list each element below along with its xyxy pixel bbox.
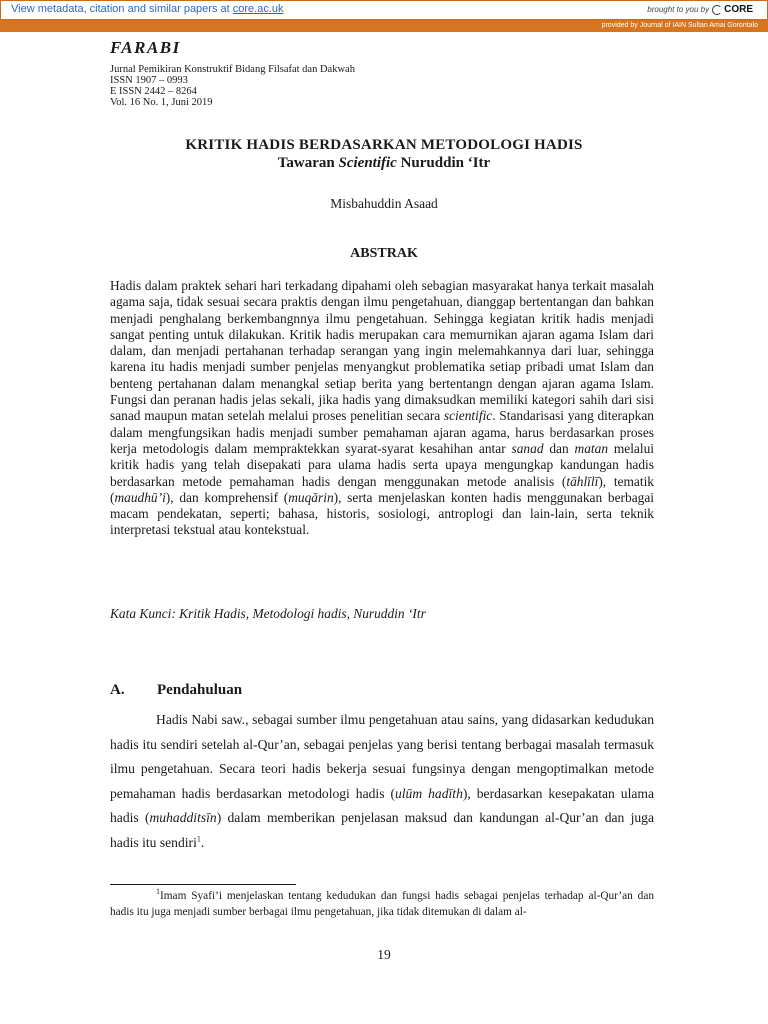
- abstract-italic: tāhlīlī: [566, 473, 599, 489]
- footnote-separator: [110, 884, 296, 885]
- body-italic: muhadditsīn: [149, 810, 217, 825]
- footnote-reference[interactable]: 1: [196, 833, 201, 843]
- abstract-run: ), serta menjelaskan konten hadis menggunakan berbagai macam pendekatan, seperti; bahasa, historis, sosiologi, antroplogi dan lain-lain, serta teknik interpretasi tekstual atau kontekstual.: [110, 489, 654, 538]
- abstract-heading: ABSTRAK: [350, 246, 418, 261]
- body-run: .: [200, 834, 205, 850]
- abstract-italic: maudhū’i: [114, 489, 166, 505]
- metadata-link[interactable]: [11, 3, 284, 15]
- abstract-run: . Standarisasi yang diterapkan dalam mengfungsikan hadis menjadi sumber pemahaman ajaran agama, harus berdasarkan proses kerja metodologis dalam mempraktekkan syarat-syarat kesahihan antar: [110, 408, 654, 456]
- core-banner: [0, 0, 768, 32]
- metadata-link-prefix: View metadata, citation and similar papers at: [11, 3, 233, 15]
- abstract-italic: matan: [574, 440, 609, 456]
- core-label: CORE: [724, 4, 753, 15]
- abstract-text: [110, 278, 654, 539]
- abstract-run: Hadis dalam praktek sehari hari terkadang dipahami oleh sebagian masyarakat hanya terkait masalah agama saja, tidak sesuai secara praktis dengan ilmu pengetahuan, dianggap bertentangan dan bahkan menjadi penghalang berkembangnnya ilmu pengetahuan. Sehingga kegiatan kritik hadis menjadi sangat penting untuk dilakukan. Kritik hadis merupakan cara memurnikan ajaran agama Islam dari dalam, dan menjadi pertahanan terhadap serangan yang ingin melemahkannya dari luar, sehingga karena itu hadis menjadi sumber penjelas menyangkut problematika setiap pribadi umat Islam dan benteng pertahanan dalam menangkal setiap berita yang bertentangn dengan ajaran agama Islam. Fungsi dan peranan hadis jelas sekali, jika hadis yang dimaksudkan memiliki kategori sahih dari sisi sanad maupun matan setelah melalui proses penelitian secara: [110, 278, 654, 424]
- brought-by-text: brought to you by: [647, 5, 710, 14]
- journal-volume: Vol. 16 No. 1, Juni 2019: [110, 97, 213, 108]
- journal-issn: ISSN 1907 – 0993: [110, 75, 188, 86]
- provided-by-text[interactable]: provided by Journal of IAIN Sultan Amai Gorontalo: [601, 22, 758, 29]
- journal-eissn: E ISSN 2442 – 8264: [110, 86, 197, 97]
- keywords: Kata Kunci: Kritik Hadis, Metodologi hadis, Nuruddin ‘Itr: [110, 606, 426, 621]
- journal-subtitle: Jurnal Pemikiran Konstruktif Bidang Filsafat dan Dakwah: [110, 64, 355, 75]
- body-paragraph: [110, 708, 654, 855]
- banner-top-bar: [0, 0, 768, 20]
- abstract-italic: sanad: [511, 440, 544, 456]
- section-title: Pendahuluan: [157, 682, 243, 698]
- page-number: 19: [377, 947, 391, 962]
- body-run: Hadis Nabi saw., sebagai sumber ilmu pengetahuan atau sains, yang didasarkan kedudukan hadis itu sendiri setelah al-Qur’an, sebagai penjelas yang berisi tentang berbagai masalah termasuk ilmu pengetahuan. Secara teori hadis bekerja sesuai fungsinya dengan mengoptimalkan metode pemahaman hadis berdasarkan metodologi hadis (: [110, 712, 654, 801]
- abstract-run: dan: [543, 440, 575, 456]
- journal-header: [110, 38, 355, 108]
- abstract-italic: scientific: [443, 408, 493, 424]
- footnote-mark: 1: [156, 887, 160, 897]
- abstract-run: ), dan komprehensif (: [165, 489, 289, 505]
- body-italic: ulūm hadīth: [394, 785, 463, 801]
- footnote: [110, 888, 654, 920]
- abstract-italic: muqārin: [288, 489, 334, 505]
- body-run: ) dalam memberikan penjelasan maksud dan kandungan al-Qur’an dan juga hadis itu sendiri: [110, 810, 654, 850]
- brought-by[interactable]: [647, 4, 753, 15]
- subtitle-italic: Scientific: [338, 155, 397, 171]
- author-name: Misbahuddin Asaad: [330, 196, 438, 211]
- subtitle-part-a: Tawaran: [277, 155, 339, 171]
- subtitle-part-c: Nuruddin ‘Itr: [396, 155, 491, 171]
- article-title-block: [0, 137, 768, 172]
- provided-by-bar: [0, 20, 768, 32]
- core-logo-icon: [712, 5, 722, 15]
- core-ac-uk-link[interactable]: core.ac.uk: [232, 3, 284, 15]
- body-run: ), berdasarkan kesepakatan ulama hadis (: [110, 785, 654, 825]
- core-logo[interactable]: [712, 4, 753, 15]
- article-title: KRITIK HADIS BERDASARKAN METODOLOGI HADIS: [185, 137, 583, 153]
- journal-name: FARABI: [110, 38, 181, 57]
- abstract-run: ), tematik (: [110, 473, 654, 505]
- section-number: A.: [110, 682, 125, 698]
- article-subtitle: [0, 155, 768, 172]
- footnote-text: Imam Syafi’i menjelaskan tentang kedudukan dan fungsi hadis sebagai penjelas terhadap al-Qur’an dan hadis itu juga menjadi sumber berbagai ilmu pengetahuan, jika tidak ditemukan di dalam al-: [110, 890, 654, 918]
- abstract-run: melalui kritik hadis yang telah disepakati para ulama hadis serta upaya mengungkap kandungan hadis berdasarkan metode pemahaman hadis dengan menggunakan metode analisis (: [110, 440, 655, 489]
- section-heading: [110, 682, 242, 699]
